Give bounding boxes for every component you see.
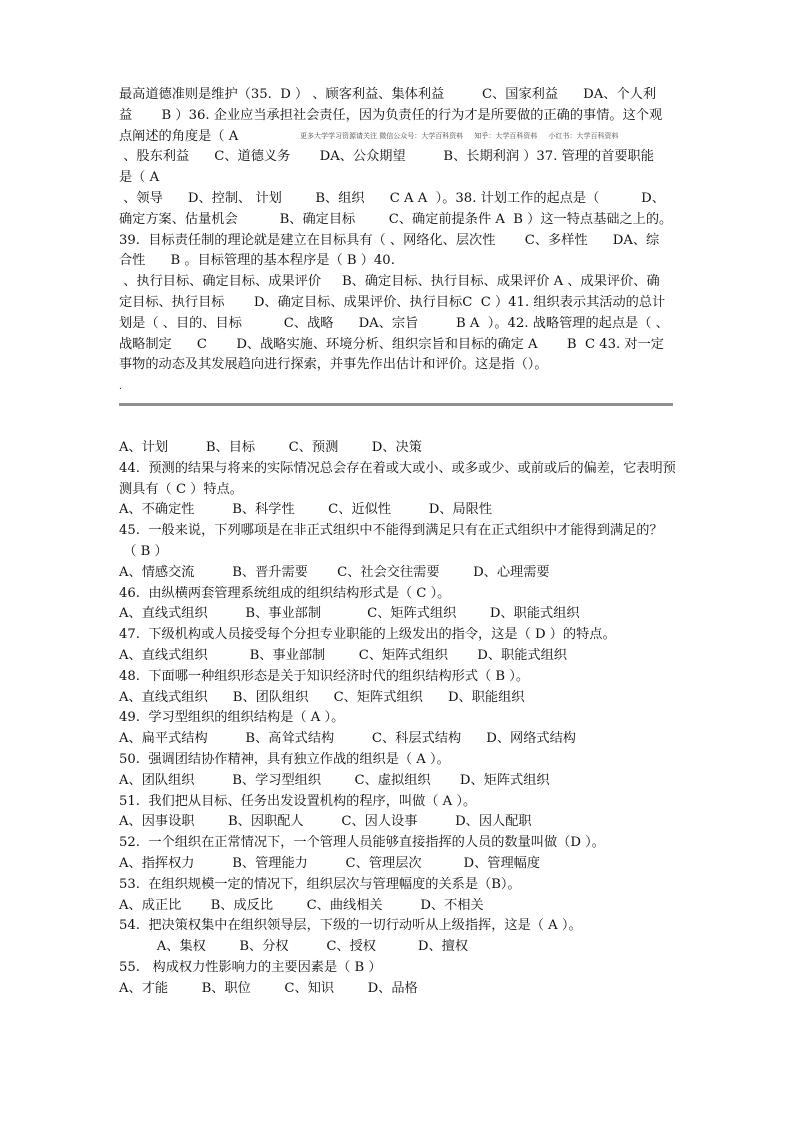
text-line: 49. 学习型组织的组织结构是（ A ）。: [119, 710, 345, 726]
text-line: 48. 下面哪一种组织形态是关于知识经济时代的组织结构形式（ B ）。: [119, 668, 530, 684]
text-line: 45. 一般来说，下列哪项是在非正式组织中不能得到满足只有在正式组织中才能得到满足的？: [119, 523, 663, 539]
text-line: 51. 我们把从目标、任务出发设置机构的程序，叫做（ A ）。: [119, 793, 477, 809]
text-line: 事物的动态及其发展趋向进行探索，并事先作出估计和评价。这是指（）。: [119, 357, 548, 373]
text-line: 合性 B 。目标管理的基本程序是（ B ）40.: [119, 253, 395, 269]
page-divider: [119, 403, 673, 406]
text-line: A、集权 B、分权 C、授权 D、擅权: [119, 939, 469, 955]
text-line: A、扁平式结构 B、高耸式结构 C、科层式结构 D、网络式结构: [119, 731, 576, 747]
text-line: 39. 目标责任制的理论就是建立在目标具有（ 、网络化、层次性 C、多样性 DA、综: [119, 232, 660, 248]
text-line: 46. 由纵横两套管理系统组成的组织结构形式是（ C ）。: [119, 585, 451, 601]
text-line: A、直线式组织 B、团队组织 C、矩阵式组织 D、职能组织: [119, 689, 525, 705]
text-line: A、成正比 B、成反比 C、曲线相关 D、不相关: [119, 897, 484, 913]
text-line: 53. 在组织规模一定的情况下，组织层次与管理幅度的关系是（B）。: [119, 876, 521, 892]
text-line: A、因事设职 B、因职配人 C、因人设事 D、因人配职: [119, 814, 532, 830]
text-line: 定目标、执行目标 D、确定目标、成果评价、执行目标C C ）41. 组织表示其活动的总计: [119, 294, 666, 310]
text-line: A、才能 B、职位 C、知识 D、品格: [119, 980, 418, 996]
text-line: 44. 预测的结果与将来的实际情况总会存在着或大或小、或多或少、或前或后的偏差，它表明预: [119, 460, 676, 476]
text-line: A、指挥权力 B、管理能力 C、管理层次 D、管理幅度: [119, 855, 541, 871]
text-line: 55. 构成权力性影响力的主要因素是（ B ）: [119, 959, 382, 975]
text-line: 、执行目标、确定目标、成果评价 B、确定目标、执行目标、成果评价 A 、成果评价、确: [119, 274, 660, 290]
text-line: 战略制定 C D、战略实施、环境分析、组织宗旨和目标的确定 A B C 43. 对一定: [119, 336, 664, 352]
text-line: 52. 一个组织在正常情况下，一个管理人员能够直接指挥的人员的数量叫做（D ）。: [119, 835, 605, 851]
text-line: A、团队组织 B、学习型组织 C、虚拟组织 D、矩阵式组织: [119, 772, 550, 788]
text-line: 、股东利益 C、道德义务 DA、公众期望 B、长期利润 ）37. 管理的首要职能: [119, 149, 654, 165]
text-line: A、直线式组织 B、事业部制 C、矩阵式组织 D、职能式组织: [119, 606, 580, 622]
page-bottom-text: [119, 438, 675, 1000]
text-line: 点阐述的角度是（ A: [119, 128, 239, 144]
stray-dot: .: [119, 382, 122, 392]
text-line: 确定方案、估量机会 B、确定目标 C、确定前提条件 A B ）这一特点基础之上的。: [119, 211, 673, 227]
text-line: 是（ A: [119, 170, 160, 186]
text-line: 益 B ）36. 企业应当承担社会责任，因为负责任的行为才是所要做的正确的事情。这个观: [119, 107, 663, 123]
text-line: A、直线式组织 B、事业部制 C、矩阵式组织 D、职能式组织: [119, 647, 567, 663]
text-line: A、情感交流 B、晋升需要 C、社会交往需要 D、心理需要: [119, 564, 550, 580]
text-line: 54. 把决策权集中在组织领导层，下级的一切行动听从上级指挥，这是（ A ）。: [119, 918, 582, 934]
text-line: A、不确定性 B、科学性 C、近似性 D、局限性: [119, 502, 493, 518]
text-line: 划是（ 、目的、目标 C、战略 DA、宗旨 B A ）。42. 战略管理的起点是（ 、: [119, 315, 669, 331]
text-line: （ B ）: [119, 543, 168, 559]
text-line: 最高道德准则是维护（35. D ） 、顾客利益、集体利益 C、国家利益 DA、个人利: [119, 87, 657, 102]
watermark-banner: 更多大学学习资源请关注 微信公众号：大学百科资料 知乎：大学百科资料 小红书：大学百科资料: [300, 132, 619, 140]
text-line: 50. 强调团结协作精神，具有独立作战的组织是（ A ）。: [119, 751, 450, 767]
text-line: A、计划 B、目标 C、预测 D、决策: [119, 440, 422, 455]
text-line: 47. 下级机构或人员接受每个分担专业职能的上级发出的指令，这是（ D ）的特点。: [119, 627, 616, 643]
page-top-text: [119, 85, 675, 376]
text-line: 测具有（ C ）特点。: [119, 481, 243, 497]
text-line: 、领导 D、控制、 计划 B、组织 C A A ）。38. 计划工作的起点是（ D、: [119, 190, 665, 206]
